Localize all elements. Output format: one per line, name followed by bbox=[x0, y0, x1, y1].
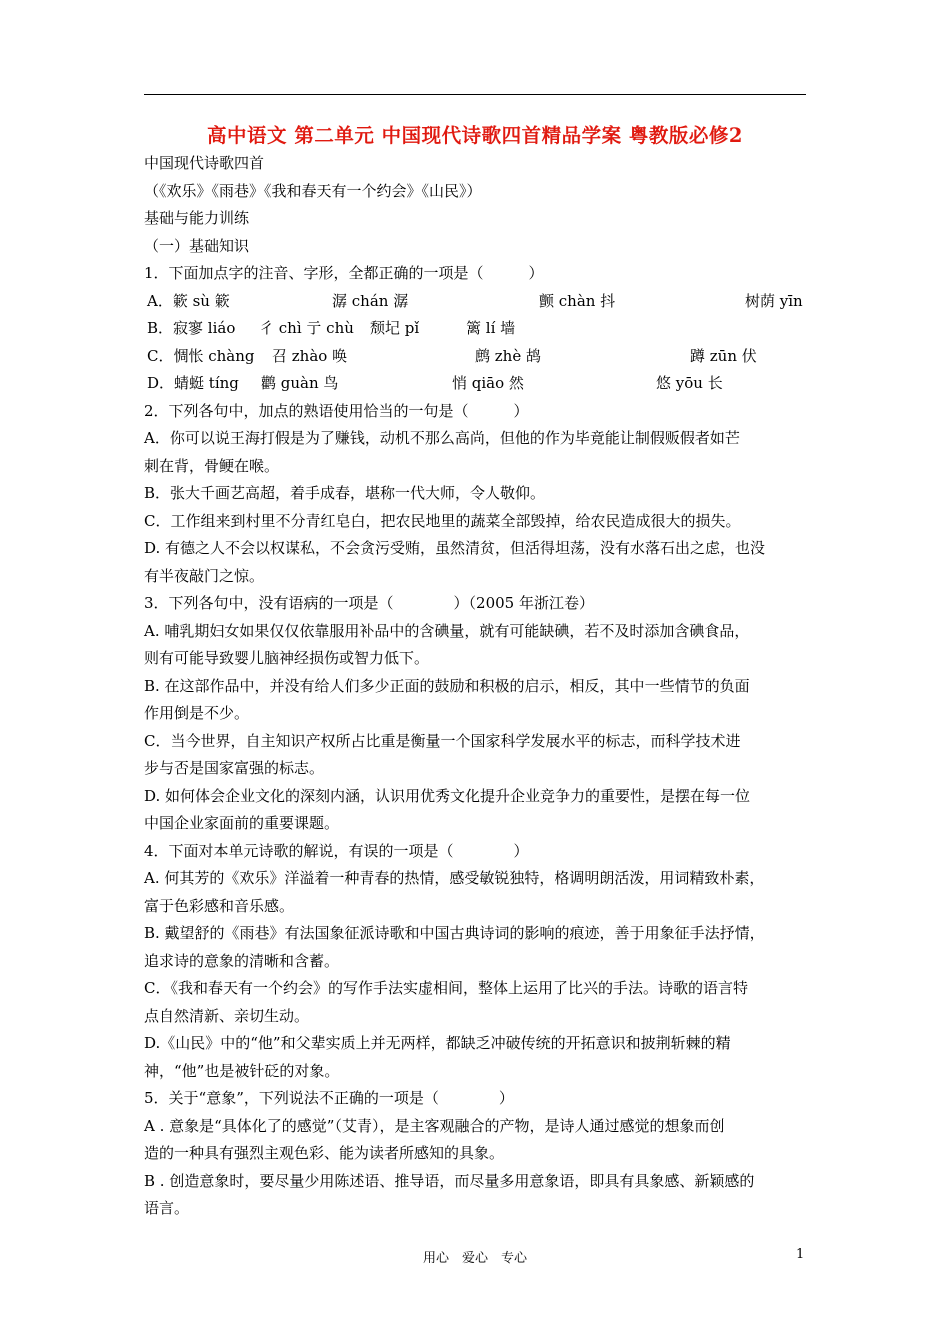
question-5-option-b: B . 创造意象时，要尽量少用陈述语、推导语，而尽量多用意象语，即具有具象感、新颖感的 bbox=[144, 1171, 755, 1190]
question-3-option-c-cont: 步与否是国家富强的标志。 bbox=[144, 759, 325, 777]
question-3-option-a-cont: 则有可能导致婴儿脑神经损伤或智力低下。 bbox=[144, 649, 430, 667]
question-4-stem: 4．下面对本单元诗歌的解说，有误的一项是（ ） bbox=[144, 841, 529, 860]
question-1-option-a bbox=[144, 288, 810, 316]
option-item: B．寂寥 liáo bbox=[147, 319, 236, 337]
question-3-stem: 3．下列各句中，没有语病的一项是（ ）（2005 年浙江卷） bbox=[144, 594, 594, 612]
question-4-option-c: C．《我和春天有一个约会》的写作手法实虚相间，整体上运用了比兴的手法。诗歌的语言特 bbox=[144, 979, 748, 997]
question-2-option-c: C．工作组来到村里不分青红皂白，把农民地里的蔬菜全部毁掉，给农民造成很大的损失。 bbox=[144, 511, 741, 530]
document-body bbox=[144, 150, 810, 1223]
option-item: 树荫 yīn bbox=[745, 291, 803, 310]
question-4-option-a: A. 何其芳的《欢乐》洋溢着一种青春的热情，感受敏锐独特，格调明朗活泼，用词精致朴素， bbox=[144, 869, 765, 887]
question-5-option-a: A . 意象是“具体化了的感觉”（艾青），是主客观融合的产物，是诗人通过感觉的想象而创 bbox=[144, 1116, 725, 1135]
footer-slogan: 用心 爱心 专心 bbox=[422, 1251, 527, 1266]
question-5-option-b-cont: 语言。 bbox=[144, 1199, 190, 1217]
question-2-option-d-cont: 有半夜敲门之惊。 bbox=[144, 566, 265, 585]
question-2-option-a-cont: 刺在背，骨鲠在喉。 bbox=[144, 456, 280, 475]
subsection-heading: （一）基础知识 bbox=[144, 236, 250, 255]
question-4-option-c-cont: 点自然清新、亲切生动。 bbox=[144, 1006, 310, 1025]
page-number: 1 bbox=[796, 1247, 805, 1262]
question-2-option-b: B．张大千画艺高超，着手成春，堪称一代大师，令人敬仰。 bbox=[144, 484, 546, 502]
question-4-option-b: B. 戴望舒的《雨巷》有法国象征派诗歌和中国古典诗词的影响的痕迹，善于用象征手法抒情， bbox=[144, 924, 765, 942]
option-item: C．惆怅 chàng bbox=[147, 346, 255, 365]
option-item: A．簌 sù 簌 bbox=[147, 291, 230, 310]
question-1-option-c bbox=[144, 343, 810, 371]
document-title: 高中语文 第二单元 中国现代诗歌四首精品学案 粤教版必修2 bbox=[207, 124, 743, 147]
option-item: 颤 chàn 抖 bbox=[539, 291, 616, 310]
question-4-option-a-cont: 富于色彩感和音乐感。 bbox=[144, 896, 295, 915]
question-2-stem: 2．下列各句中，加点的熟语使用恰当的一句是（ ） bbox=[144, 401, 529, 420]
question-4-option-b-cont: 追求诗的意象的清晰和含蓄。 bbox=[144, 951, 340, 970]
header-rule bbox=[144, 94, 806, 95]
option-item: 悠 yōu 长 bbox=[656, 374, 723, 392]
question-3-option-d: D. 如何体会企业文化的深刻内涵，认识用优秀文化提升企业竞争力的重要性，是摆在每一位 bbox=[144, 786, 751, 805]
question-2-option-a: A．你可以说王海打假是为了赚钱，动机不那么高尚，但他的作为毕竟能让制假贩假者如芒 bbox=[144, 429, 740, 447]
poem-list: （《欢乐》《雨巷》《我和春天有一个约会》《山民》） bbox=[144, 181, 482, 200]
option-item: 彳 chì 亍 chù bbox=[259, 319, 354, 337]
option-item: 鹳 guàn 鸟 bbox=[261, 374, 339, 392]
option-item: 篱 lí 墙 bbox=[466, 319, 516, 337]
question-5-stem: 5．关于“意象”，下列说法不正确的一项是（ ） bbox=[144, 1089, 514, 1107]
question-4-option-d: D.《山民》中的“他”和父辈实质上并无两样，都缺乏冲破传统的开拓意识和披荆斩棘的精 bbox=[144, 1034, 731, 1052]
lesson-heading: 中国现代诗歌四首 bbox=[144, 154, 265, 172]
option-item: 颓圮 pǐ bbox=[370, 319, 420, 337]
question-1-stem: 1．下面加点字的注音、字形，全都正确的一项是（ ） bbox=[144, 264, 544, 282]
question-3-option-c: C．当今世界，自主知识产权所占比重是衡量一个国家科学发展水平的标志，而科学技术进 bbox=[144, 731, 741, 750]
option-item: 悄 qiāo 然 bbox=[452, 374, 524, 392]
question-1-option-b bbox=[144, 315, 810, 343]
question-3-option-a: A. 哺乳期妇女如果仅仅依靠服用补品中的含碘量，就有可能缺碘，若不及时添加含碘食品， bbox=[144, 621, 750, 640]
question-3-option-d-cont: 中国企业家面前的重要课题。 bbox=[144, 814, 340, 832]
option-item: 召 zhào 唤 bbox=[272, 346, 348, 365]
section-heading: 基础与能力训练 bbox=[144, 209, 250, 227]
option-item: D．蜻蜓 tíng bbox=[147, 374, 239, 392]
question-1-option-d bbox=[144, 370, 810, 398]
option-item: 鹧 zhè 鸪 bbox=[475, 346, 541, 365]
option-item: 蹲 zūn 伏 bbox=[690, 346, 757, 365]
question-5-option-a-cont: 造的一种具有强烈主观色彩、能为读者所感知的具象。 bbox=[144, 1144, 505, 1162]
option-item: 潺 chán 潺 bbox=[332, 291, 409, 310]
question-3-option-b-cont: 作用倒是不少。 bbox=[144, 704, 250, 722]
question-2-option-d: D. 有德之人不会以权谋私，不会贪污受贿，虽然清贫，但活得坦荡，没有水落石出之虑，也没 bbox=[144, 539, 766, 557]
question-3-option-b: B. 在这部作品中，并没有给人们多少正面的鼓励和积极的启示，相反，其中一些情节的负面 bbox=[144, 676, 750, 695]
question-4-option-d-cont: 神，“他”也是被针砭的对象。 bbox=[144, 1061, 340, 1080]
